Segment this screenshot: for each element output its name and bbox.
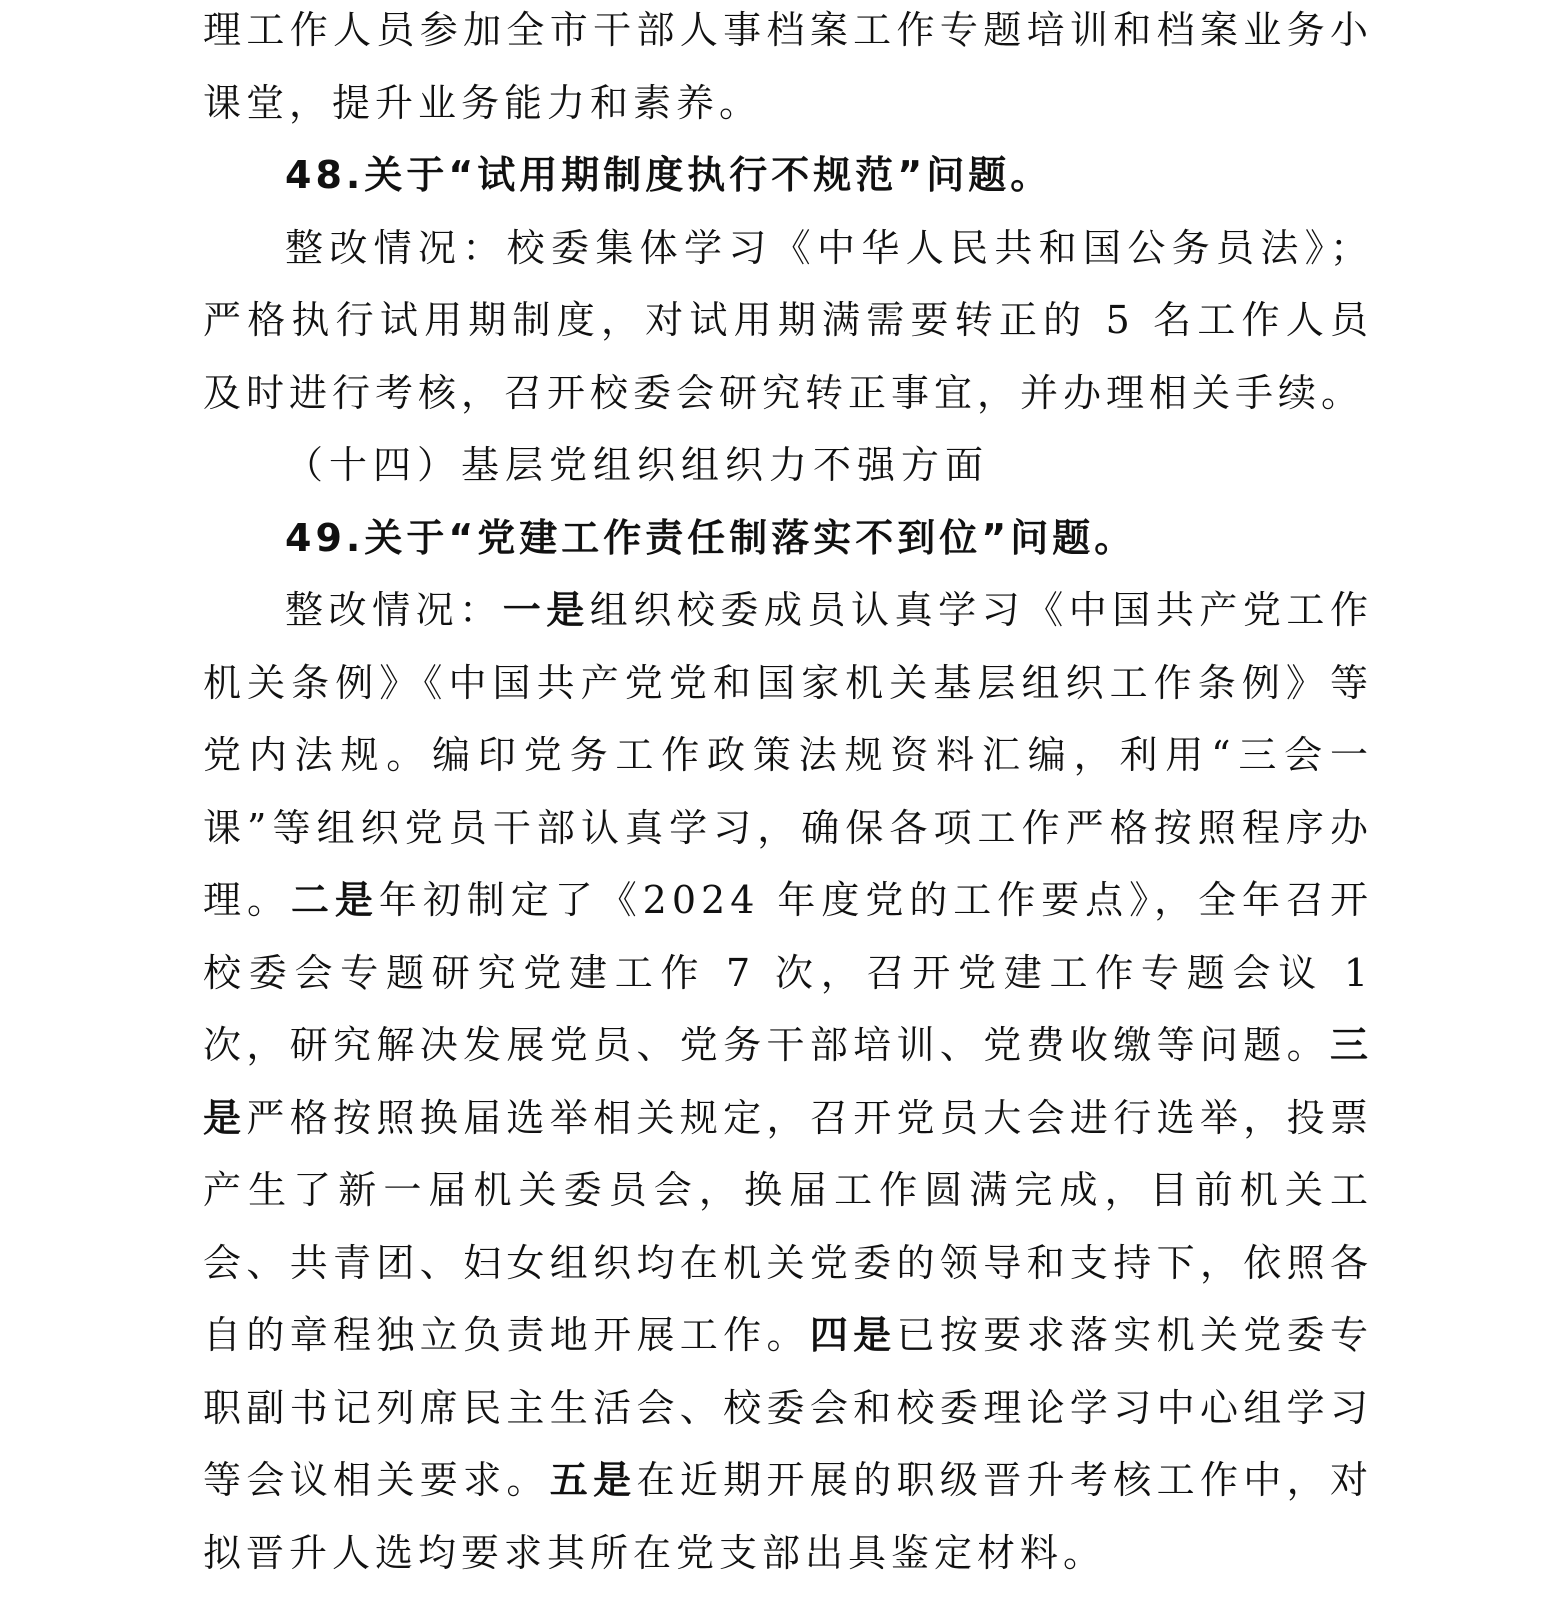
text-first: 组织校委成员认真学习《中国共产党工作机关条例》《中国共产党党和国家机关基层组织工作条例》等党内法规。编印党务工作政策法规资料汇编，利用“三会一课”等组织党员干部认真学习，确保各项工作严格按照程序办理。 xyxy=(203,588,1373,922)
subsection-heading-14: （十四）基层党组织组织力不强方面 xyxy=(285,443,990,487)
text-fifth: 在近期开展的职级晋升考核工作中，对拟晋升人选均要求其所在党支部出具鉴定材料。 xyxy=(203,1458,1373,1575)
rectification-lead: 整改情况： xyxy=(285,588,503,632)
keyword-first: 一是 xyxy=(502,588,590,632)
keyword-second: 二是 xyxy=(290,878,379,922)
paragraph-49-rectification xyxy=(203,574,1373,1589)
keyword-fourth: 四是 xyxy=(809,1313,897,1357)
text-third: 严格按照换届选举相关规定，召开党员大会进行选举，投票产生了新一届机关委员会，换届工作圆满完成，目前机关工会、共青团、妇女组织均在机关党委的领导和支持下，依照各自的章程独立负责地开展工作。 xyxy=(203,1095,1373,1357)
section-heading-49: 49.关于“党建工作责任制落实不到位”问题。 xyxy=(285,515,1137,560)
paragraph-48-rectification: 整改情况：校委集体学习《中华人民共和国公务员法》；严格执行试用期制度，对试用期满需要转正的 5 名工作人员及时进行考核，召开校委会研究转正事宜，并办理相关手续。 xyxy=(203,225,1373,415)
section-heading-48: 48.关于“试用期制度执行不规范”问题。 xyxy=(285,153,1053,197)
paragraph-continuation: 理工作人员参加全市干部人事档案工作专题培训和档案业务小课堂，提升业务能力和素养。 xyxy=(203,8,1373,125)
keyword-fifth: 五是 xyxy=(549,1458,637,1502)
keyword-third: 三是 xyxy=(203,1023,1373,1140)
text-fourth: 已按要求落实机关党委专职副书记列席民主生活会、校委会和校委理论学习中心组学习等会议相关要求。 xyxy=(203,1313,1373,1502)
text-second: 年初制定了《2024 年度党的工作要点》，全年召开校委会专题研究党建工作 7 次，召开党建工作专题会议 1 次，研究解决发展党员、党务干部培训、党费收缴等问题。 xyxy=(203,878,1373,1067)
document-page xyxy=(203,0,1373,1589)
